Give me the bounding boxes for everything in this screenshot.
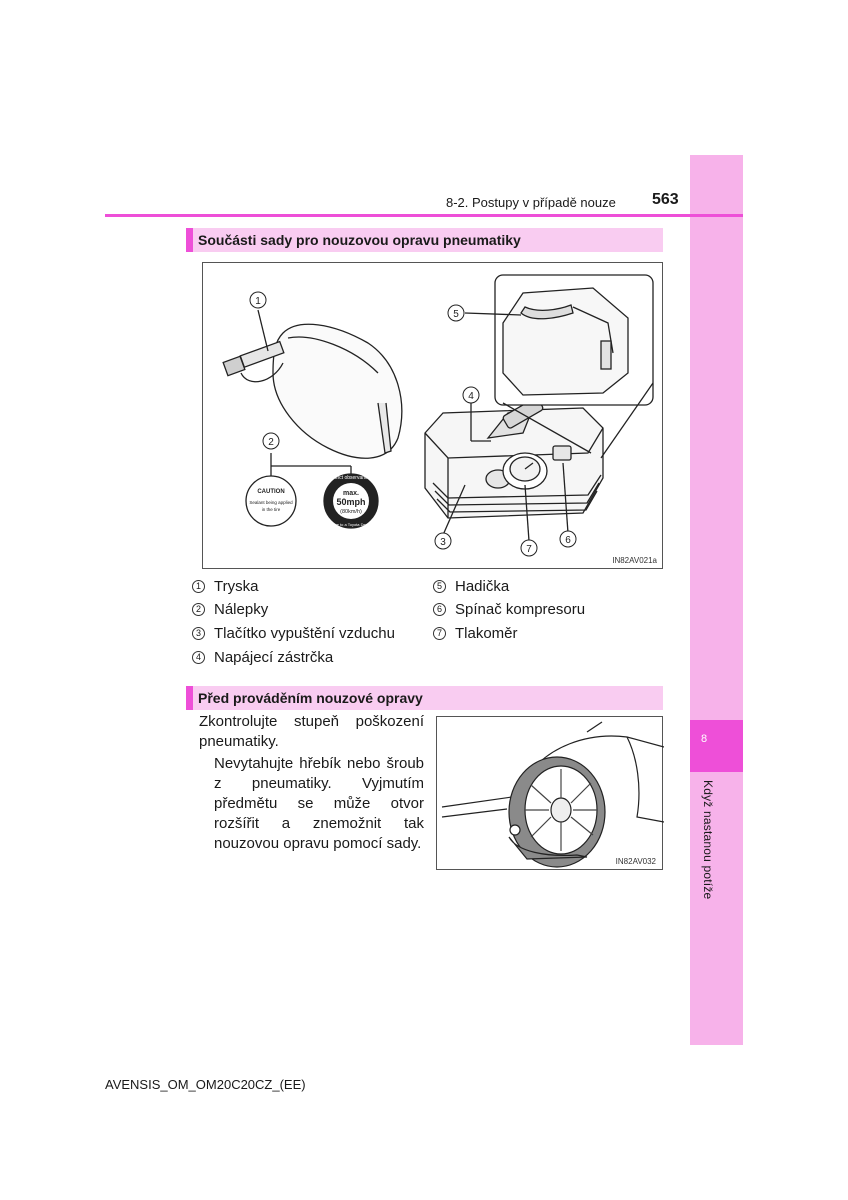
speed-label-mph: 50mph [336, 497, 366, 507]
speed-label-top: Strict observance [331, 475, 371, 481]
chapter-tab-active [690, 720, 743, 772]
callout-4: 4 [468, 391, 474, 402]
callout-5: 5 [453, 309, 459, 320]
chapter-number: 8 [700, 733, 708, 745]
legend-item-4: 4 Napájecí zástrčka [192, 649, 333, 666]
tire-drawing [437, 717, 664, 871]
chapter-title: Když nastanou potíže [701, 780, 715, 900]
legend-item-5: 5 Hadička [433, 578, 509, 595]
callout-1: 1 [255, 296, 261, 307]
paragraph-do-not-remove-nail: Nevytahujte hřebík nebo šroub z pneumatiky. Vyjmutím předmětu se může otvor rozšířit a znemožnit tak nouzovou opravu pomocí sady. [214, 755, 424, 852]
callout-3: 3 [440, 537, 446, 548]
legend-item-3: 3 Tlačítko vypuštění vzduchu [192, 625, 395, 642]
legend-item-1: 1 Tryska [192, 578, 258, 595]
paragraph-check-damage: Zkontrolujte stupeň poškození pneumatiky. [199, 713, 424, 750]
page-number: 563 [652, 191, 679, 208]
caution-line-2: in the tire [261, 507, 281, 512]
section-title-kit-parts: Součásti sady pro nouzovou opravu pneumatiky [186, 228, 663, 252]
figure-code: IN82AV021a [612, 556, 657, 565]
caution-line-1: Sealant being applied [249, 500, 293, 505]
footer-document-code: AVENSIS_OM_OM20C20CZ_(EE) [105, 1077, 306, 1092]
header-rule [105, 214, 743, 217]
figure-code: IN82AV032 [615, 857, 656, 866]
speed-label-kmh: (80km/h) [340, 509, 362, 515]
callout-2: 2 [268, 437, 274, 448]
callout-7: 7 [526, 544, 532, 555]
speed-label-max: max. [343, 490, 359, 497]
punctured-tire-illustration [436, 716, 663, 870]
header-section-title: 8-2. Postupy v případě nouze [446, 195, 616, 210]
legend-item-6: 6 Spínač kompresoru [433, 601, 585, 618]
caution-title: CAUTION [257, 489, 285, 495]
repair-kit-drawing [203, 263, 664, 570]
legend-item-2: 2 Nálepky [192, 601, 268, 618]
section-title-before-repair: Před prováděním nouzové opravy [186, 686, 663, 710]
speed-label-bottom: Drive to a Toyota Dealer [329, 522, 373, 527]
repair-kit-illustration [202, 262, 663, 569]
legend-item-7: 7 Tlakoměr [433, 625, 518, 642]
callout-6: 6 [565, 535, 571, 546]
